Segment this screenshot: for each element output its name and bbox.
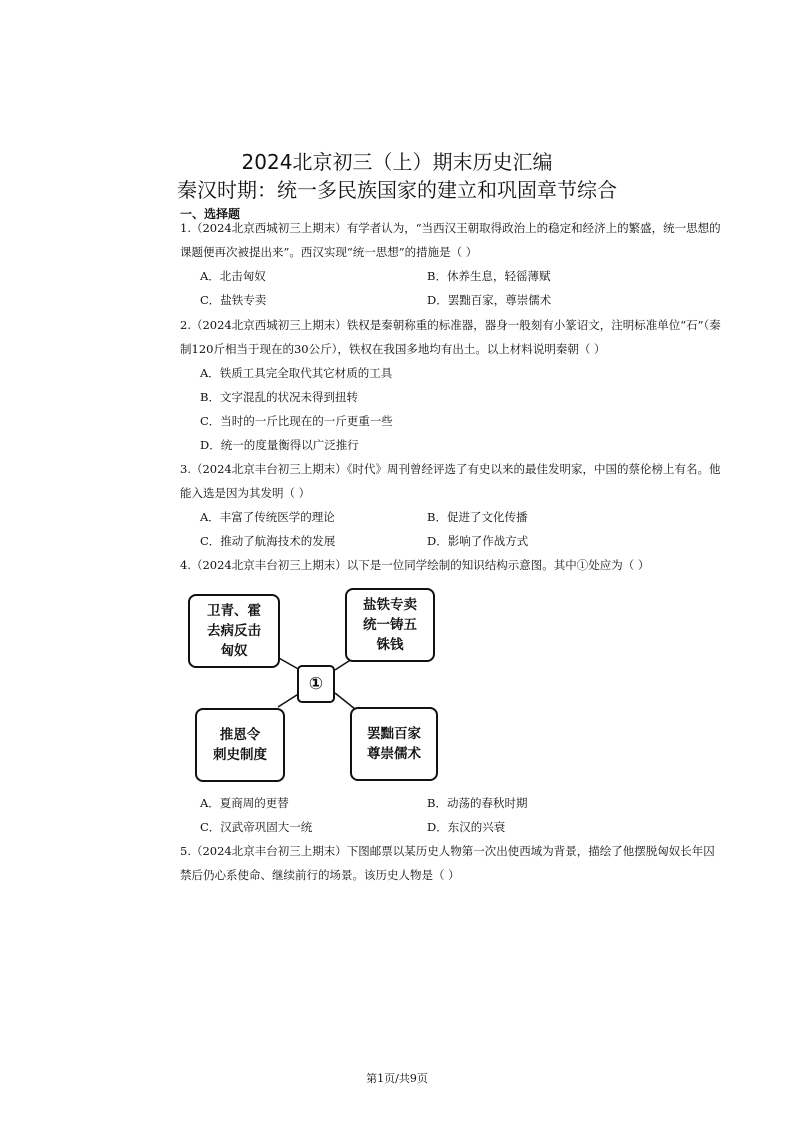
page-number: 第1页/共9页 <box>366 1072 428 1085</box>
question-3-option-d: D．影响了作战方式 <box>427 534 529 548</box>
question-3-line-2: 能入选是因为其发明（ ） <box>180 486 311 500</box>
question-1-option-c: C．盐铁专卖 <box>200 293 267 307</box>
question-4-option-d: D．东汉的兴衰 <box>427 820 506 834</box>
question-4-option-a: A．夏商周的更替 <box>200 796 289 810</box>
knowledge-structure-diagram <box>180 585 450 790</box>
question-1-option-a: A．北击匈奴 <box>200 269 266 283</box>
question-1-line-2: 课题便再次被提出来”。西汉实现“统一思想”的措施是（ ） <box>180 245 478 259</box>
question-2-option-c: C．当时的一斤比现在的一斤更重一些 <box>200 414 393 428</box>
question-5-line-2: 禁后仍心系使命、继续前行的场景。该历史人物是（ ） <box>180 868 460 882</box>
question-3-option-c: C．推动了航海技术的发展 <box>200 534 336 548</box>
diagram-node-top-left: 卫青、霍 去病反击 匈奴 <box>188 594 280 668</box>
question-4-line-1: 4.（2024北京丰台初三上期末）以下是一位同学绘制的知识结构示意图。其中①处应为（ ） <box>180 558 650 572</box>
question-3-line-1: 3.（2024北京丰台初三上期末）《时代》周刊曾经评选了有史以来的最佳发明家，中国的蔡伦榜上有名。他 <box>180 462 721 476</box>
section-heading: 一、选择题 <box>180 207 241 221</box>
diagram-node-bottom-right: 罢黜百家 尊崇儒术 <box>350 707 438 781</box>
question-2-option-d: D．统一的度量衡得以广泛推行 <box>200 438 359 452</box>
question-5-line-1: 5.（2024北京丰台初三上期末）下图邮票以某历史人物第一次出使西域为背景，描绘了他摆脱匈奴长年囚 <box>180 844 715 858</box>
question-3-option-a: A．丰富了传统医学的理论 <box>200 510 335 524</box>
diagram-node-bottom-left: 推恩令 刺史制度 <box>195 708 285 782</box>
diagram-node-top-right: 盐铁专卖 统一铸五 铢钱 <box>345 588 435 662</box>
question-1-line-1: 1.（2024北京西城初三上期末）有学者认为，“当西汉王朝取得政治上的稳定和经济上的繁盛，统一思想的 <box>180 221 721 235</box>
page-title: 2024北京初三（上）期末历史汇编 <box>241 150 553 174</box>
question-2-line-1: 2.（2024北京西城初三上期末）铁权是秦朝称重的标准器，器身一般刻有小篆诏文，注明标准单位“石”（秦 <box>180 318 721 332</box>
question-3-option-b: B．促进了文化传播 <box>427 510 528 524</box>
question-2-option-b: B．文字混乱的状况未得到扭转 <box>200 390 358 404</box>
diagram-node-center: ① <box>297 665 335 703</box>
question-1-option-b: B．休养生息，轻徭薄赋 <box>427 269 551 283</box>
page-subtitle: 秦汉时期：统一多民族国家的建立和巩固章节综合 <box>177 178 617 202</box>
question-4-option-b: B．动荡的春秋时期 <box>427 796 528 810</box>
question-4-option-c: C．汉武帝巩固大一统 <box>200 820 313 834</box>
question-2-line-2: 制120斤相当于现在的30公斤），铁权在我国多地均有出土。以上材料说明秦朝（ ） <box>180 342 606 356</box>
question-2-option-a: A．铁质工具完全取代其它材质的工具 <box>200 366 393 380</box>
question-1-option-d: D．罢黜百家，尊崇儒术 <box>427 293 552 307</box>
